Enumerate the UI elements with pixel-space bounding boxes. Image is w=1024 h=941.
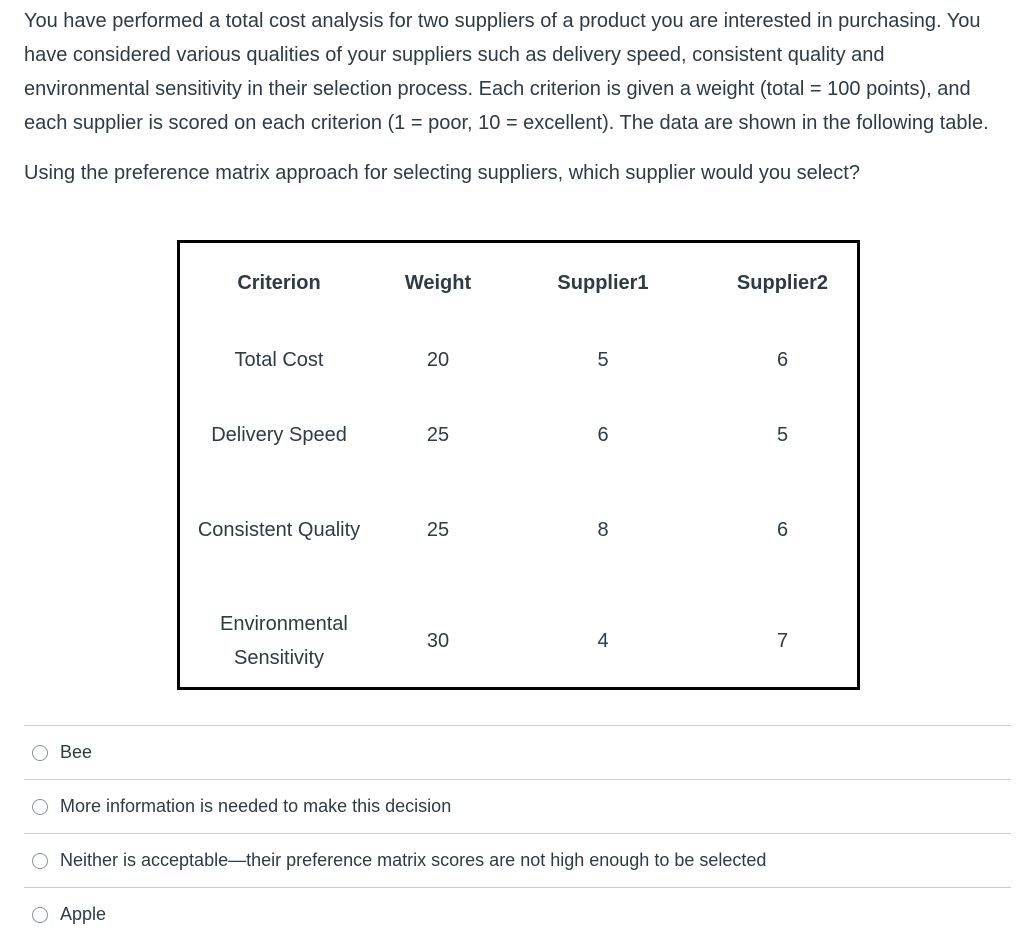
cell-weight: 25	[426, 519, 450, 541]
table-row	[180, 586, 857, 696]
question-text	[24, 4, 1009, 190]
question-prompt: Using the preference matrix approach for selecting suppliers, which supplier would you select?	[24, 162, 860, 184]
cell-supplier2: 6	[776, 519, 789, 541]
answer-option-more-information[interactable]	[24, 779, 1011, 833]
answer-option-apple[interactable]	[24, 887, 1011, 941]
header-criterion: Criterion	[237, 271, 321, 294]
answer-label: Bee	[60, 742, 93, 762]
cell-criterion: Total Cost	[234, 349, 324, 371]
table-header-row	[180, 243, 857, 324]
cell-supplier2: 5	[776, 424, 789, 446]
cell-supplier2: 6	[776, 349, 789, 371]
cell-supplier1: 8	[597, 519, 609, 541]
header-supplier1: Supplier1	[557, 271, 649, 294]
radio-button[interactable]	[32, 799, 48, 815]
header-weight: Weight	[404, 271, 472, 294]
table-row	[180, 474, 857, 586]
answer-label: Neither is acceptable—their preference matrix scores are not high enough to be selected	[60, 850, 767, 870]
cell-supplier2: 7	[776, 630, 789, 652]
cell-criterion: Consistent Quality	[197, 519, 361, 541]
cell-weight: 20	[426, 349, 450, 371]
header-supplier2: Supplier2	[736, 271, 829, 294]
answer-label: Apple	[60, 904, 107, 924]
cell-supplier1: 6	[597, 424, 609, 446]
radio-button[interactable]	[32, 907, 48, 923]
cell-supplier1: 5	[597, 349, 609, 371]
table-row	[180, 396, 857, 474]
answer-label: More information is needed to make this decision	[60, 796, 452, 816]
cell-weight: 30	[426, 630, 450, 652]
radio-button[interactable]	[32, 853, 48, 869]
cell-supplier1: 4	[597, 630, 609, 652]
table-row	[180, 324, 857, 396]
supplier-data-table	[177, 240, 860, 690]
cell-criterion: Environmental Sensitivity	[220, 613, 348, 669]
answer-option-bee[interactable]	[24, 725, 1011, 779]
cell-weight: 25	[426, 424, 450, 446]
answer-option-neither[interactable]	[24, 833, 1011, 887]
radio-button[interactable]	[32, 745, 48, 761]
answer-options	[24, 725, 1011, 941]
question-paragraph: You have performed a total cost analysis for two suppliers of a product you are interested in purchasing. You have considered various qualities of your suppliers such as delivery speed, consistent quality and environmental sensitivity in their selection process. Each criterion is given a weight (total = 100 points), and each supplier is scored on each criterion (1 = poor, 10 = excellent). The data are shown in the following table.	[24, 10, 989, 134]
cell-criterion: Delivery Speed	[211, 424, 347, 446]
